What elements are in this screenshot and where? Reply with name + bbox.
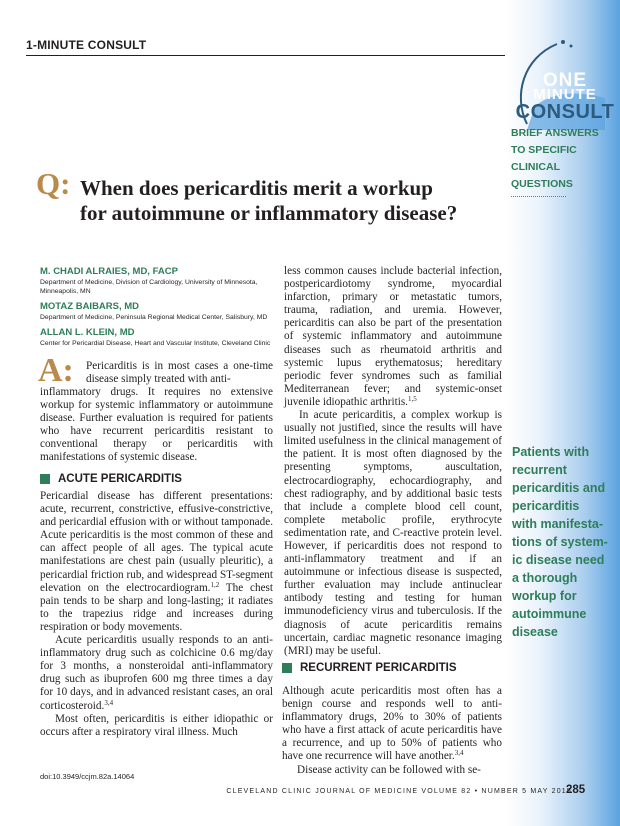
author-name: M. CHADI ALRAIES, MD, FACP [40, 266, 178, 277]
answer-text: inflammatory drugs. It requires no extensive workup for systemic inflammatory or autoimmune disease. Further evaluation is required for patients who have recurrent pericarditis resistant to conventional therapy or pericarditis with manifestations of systemic disease. [40, 386, 273, 464]
answer-letter: A: [38, 352, 74, 389]
paragraph-text: The chest pain tends to be sharp and long-lasting; it radiates to the trapezius ridge and increases during respiration or body movements. [40, 581, 273, 633]
question-letter: Q: [36, 166, 71, 201]
journal-footer: CLEVELAND CLINIC JOURNAL OF MEDICINE VOLUME 82 • NUMBER 5 MAY 2015 [226, 788, 572, 795]
citation-superscript: 1,5 [407, 394, 417, 403]
article-title: When does pericarditis merit a workup for autoimmune or inflammatory disease? [80, 176, 458, 225]
paragraph-text: less common causes include bacterial infection, postpericardiotomy syndrome, myocardial infarction, primary or metastatic tumors, trauma, radiation, and uremia. However, pericarditis can also be part of the presentation of systemic inflammatory and autoimmune diseases such as rheumatoid arthritis and systemic lupus erythematosus; hereditary periodic fever syndromes such as familial Mediterranean fever; and systemic-onset juvenile idiopathic arthritis. [284, 265, 502, 408]
answer-text-first: Pericarditis is in most cases a one-time disease simply treated with anti- [86, 360, 273, 386]
page-number: 285 [566, 784, 586, 796]
paragraph: In acute pericarditis, a complex workup is usually not justified, since the results will have limited usefulness in the clinical management of the patient. It is most often diagnosed by the presenting symptoms, auscultation, electrocardiography, echocardiography, and chest radiography, and by additional basic tests that include a complete blood cell count, complete metabolic profile, erythrocyte sedimentation rate, and C-reactive protein level. However, if pericarditis does not respond to anti-inflammatory treatment and if an autoimmune or infectious disease is suspected, further evaluation may include antinuclear antibody testing and testing for human immunodeficiency virus and tuberculosis. If the diagnosis of acute pericarditis remains uncertain, cardiac magnetic resonance imaging (MRI) may be useful. [284, 409, 502, 657]
author-entry [40, 327, 272, 348]
paragraph [40, 490, 273, 634]
author-affiliation: Department of Medicine, Division of Cardiology, University of Minnesota, Minneapolis, MN [40, 279, 258, 295]
heading-square-icon [40, 474, 50, 484]
citation-superscript: 3,4 [454, 749, 464, 758]
author-name: ALLAN L. KLEIN, MD [40, 327, 135, 338]
heading-text: ACUTE PERICARDITIS [58, 473, 182, 485]
logo-word-one: ONE [542, 70, 588, 91]
paragraph [284, 265, 502, 409]
logo-word-minute: MINUTE [533, 86, 597, 103]
heading-text: RECURRENT PERICARDITIS [300, 662, 457, 674]
heading-recurrent-pericarditis [282, 662, 457, 674]
paragraph: Disease activity can be followed with se- [297, 763, 481, 776]
column-left-body [40, 490, 273, 739]
author-name: MOTAZ BAIBARS, MD [40, 301, 140, 312]
paragraph [40, 634, 273, 713]
author-affiliation: Department of Medicine, Peninsula Regional Medical Center, Salisbury, MD [40, 314, 268, 321]
sidebar-tagline: BRIEF ANSWERS TO SPECIFIC CLINICAL QUESTIONS [511, 127, 599, 190]
paragraph [282, 685, 502, 764]
section-label: 1-MINUTE CONSULT [26, 38, 147, 52]
heading-square-icon [282, 663, 292, 673]
column-right-body-lower [282, 685, 502, 777]
author-affiliation: Center for Pericardial Disease, Heart and Vascular Institute, Cleveland Clinic [40, 340, 271, 347]
author-entry [40, 301, 272, 322]
paragraph-text: Pericardial disease has different presentations: acute, recurrent, constrictive, effusive-constrictive, and pericardial effusion with or without tamponade. Acute pericarditis is the most common of these and can affect people of all ages. The typical acute manifestations are chest pain (usually pleuritic), a pericardial friction rub, and widespread ST-segment elevation on the electrocardiogram. [40, 490, 273, 594]
paragraph-text: Acute pericarditis usually responds to an anti-inflammatory drug such as colchicine 0.6 mg/day for 3 months, a nonsteroidal anti-inflammatory drug such as ibuprofen 600 mg three times a day for 10 days, and in advanced resistant cases, an oral corticosteroid. [40, 634, 273, 712]
top-rule [26, 55, 505, 56]
heading-acute-pericarditis [40, 473, 182, 485]
citation-superscript: 1,2 [210, 580, 220, 589]
one-minute-consult-logo [505, 36, 615, 130]
logo-word-consult: CONSULT [515, 101, 615, 123]
paragraph-text: Although acute pericarditis most often has a benign course and responds well to anti-inflammatory drugs, 20% to 30% of patients who have a first attack of acute pericarditis have a recurrence, and up to 50% of patients who have one recurrence will have another. [282, 685, 502, 763]
citation-superscript: 3,4 [104, 698, 114, 707]
column-right-body [284, 265, 502, 658]
author-list [40, 266, 272, 353]
doi-label: doi:10.3949/ccjm.82a.14064 [40, 772, 135, 781]
author-entry [40, 266, 272, 296]
pull-quote: Patients with recurrent pericarditis and pericarditis with manifesta- tions of system- ic disease need a thorough workup for autoimmune disease [512, 445, 608, 639]
paragraph: Most often, pericarditis is either idiopathic or occurs after a respiratory viral illness. Much [40, 712, 273, 738]
tagline-rule [511, 196, 566, 197]
